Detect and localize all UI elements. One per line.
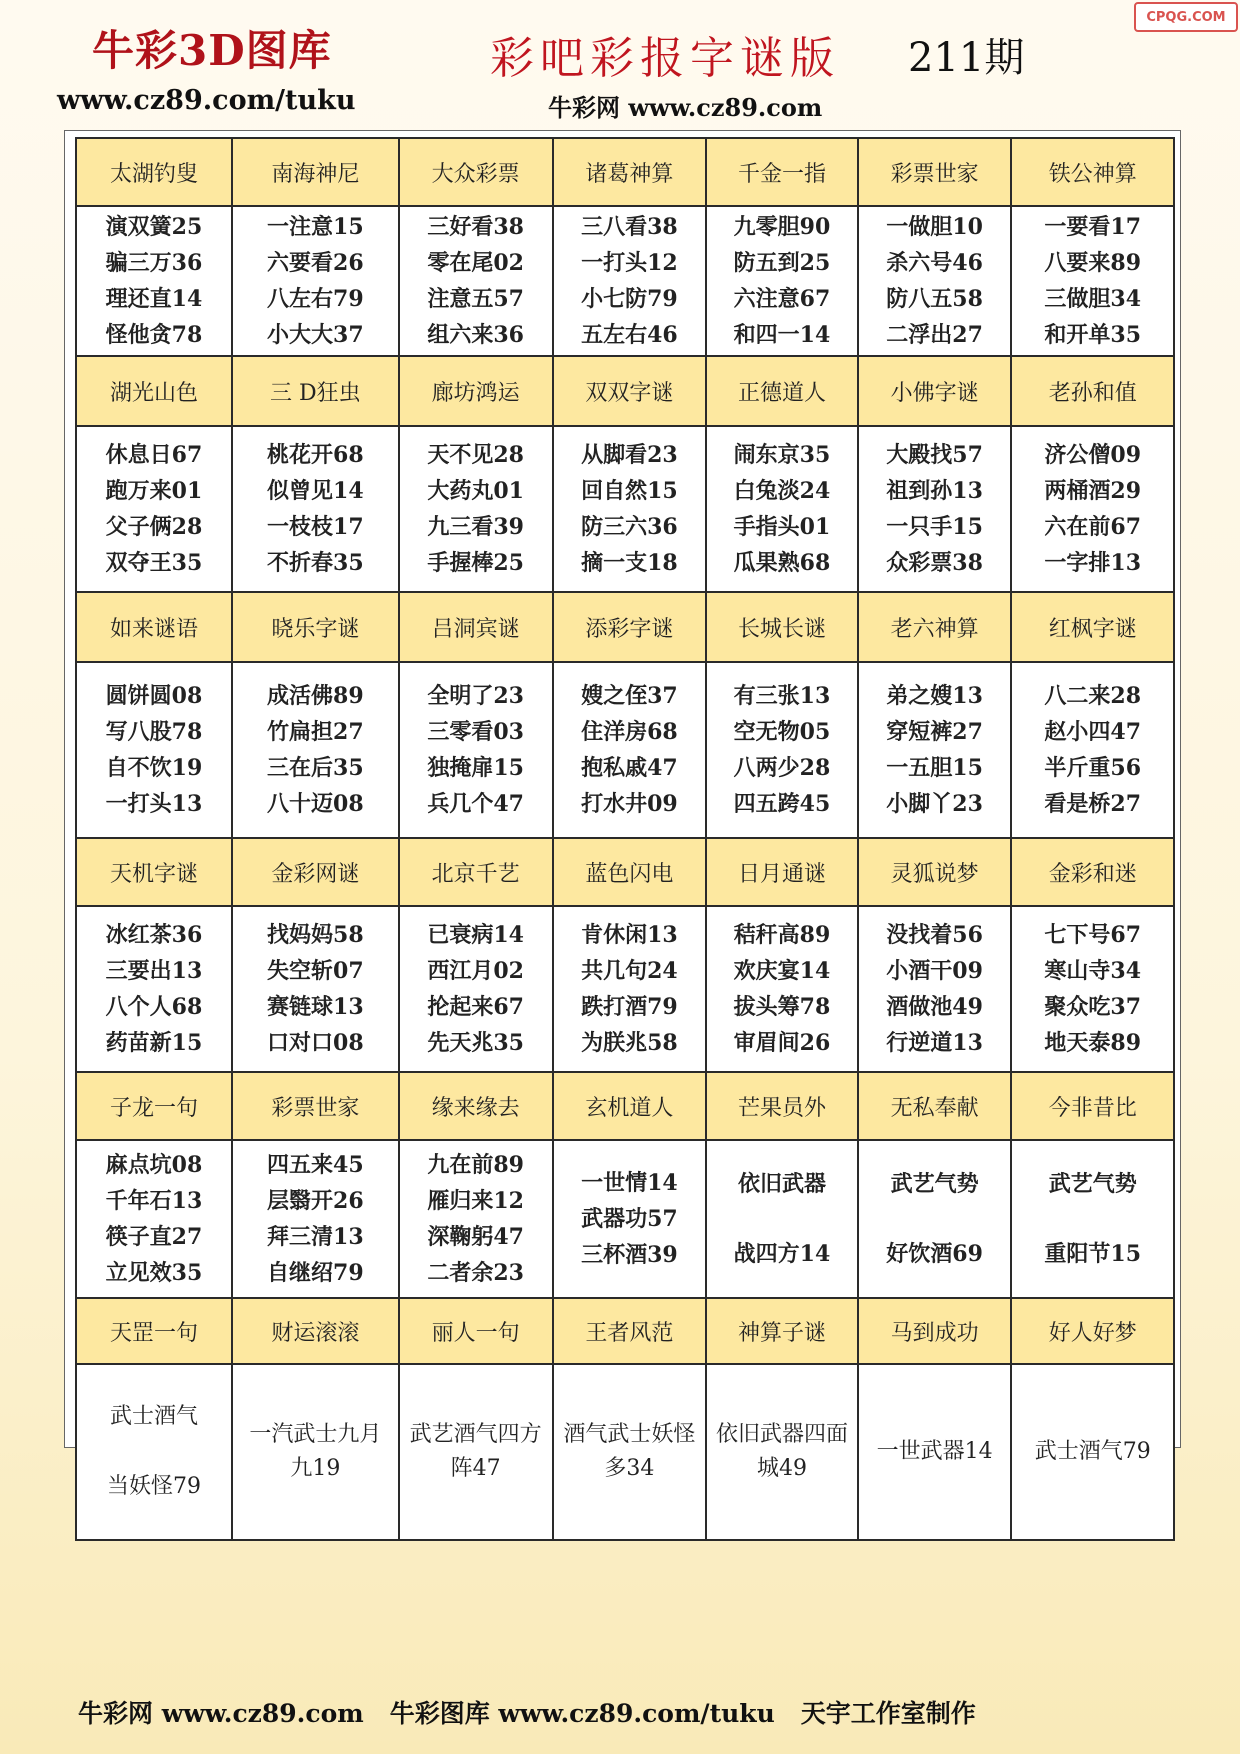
riddle-line: 一做胆10: [886, 214, 983, 240]
riddle-row: [76, 662, 1174, 838]
column-title: 小佛字谜: [858, 356, 1012, 426]
riddle-cell: [858, 206, 1012, 356]
riddle-line: 桃花开68: [267, 442, 364, 468]
riddle-line: 骗三万36: [105, 250, 203, 276]
column-title: 金彩网谜: [232, 838, 399, 906]
riddle-cell: [706, 1140, 858, 1298]
riddle-line: 一五胆15: [886, 755, 983, 781]
riddle-line: 闹东京35: [733, 442, 831, 468]
riddle-line: 大药丸01: [427, 478, 524, 504]
riddle-line: 五左右46: [581, 322, 678, 348]
riddle-line: 一字排13: [1044, 550, 1142, 576]
riddle-line: 聚众吃37: [1044, 994, 1142, 1020]
column-title: 丽人一句: [399, 1298, 553, 1364]
riddle-line: 手握棒25: [427, 550, 524, 576]
riddle-line: 行逆道13: [886, 1030, 983, 1056]
column-title: 红枫字谜: [1011, 592, 1174, 662]
riddle-cell: [553, 426, 707, 592]
riddle-line: 祖到孙13: [886, 478, 983, 504]
riddle-line: 一只手15: [886, 514, 983, 540]
riddle-line: 麻点坑08: [105, 1152, 203, 1178]
riddle-cell: [232, 1140, 399, 1298]
riddle-line: 武器功57: [581, 1206, 678, 1232]
riddle-line: 一注意15: [267, 214, 364, 240]
riddle-line: 药苗新15: [105, 1030, 203, 1056]
riddle-cell: [232, 1364, 399, 1540]
header-row: [76, 138, 1174, 206]
riddle-line: 依旧武器: [737, 1171, 826, 1197]
column-title: 诸葛神算: [553, 138, 707, 206]
riddle-line: 自不饮19: [105, 755, 203, 781]
riddle-cell: [76, 906, 232, 1072]
column-title: 太湖钓叟: [76, 138, 232, 206]
riddle-line: 跌打酒79: [581, 994, 678, 1020]
riddle-cell: [858, 1364, 1012, 1540]
riddle-line: 立见效35: [105, 1260, 203, 1286]
riddle-line: 酒气武士妖怪: [563, 1422, 696, 1447]
riddle-line: 手指头01: [733, 514, 831, 540]
riddle-line: 空无物05: [733, 719, 831, 745]
riddle-line: 多34: [604, 1456, 655, 1481]
riddle-cell: [706, 906, 858, 1072]
riddle-cell: [232, 426, 399, 592]
riddle-line: 兵几个47: [427, 791, 524, 817]
riddle-line: 拔头筹78: [733, 994, 831, 1020]
column-title: 神算子谜: [706, 1298, 858, 1364]
riddle-line: 一汽武士九月: [249, 1422, 382, 1447]
riddle-row: [76, 1364, 1174, 1540]
column-title: 南海神尼: [232, 138, 399, 206]
riddle-line: 武艺气势: [1048, 1171, 1137, 1197]
riddle-cell: [858, 1140, 1012, 1298]
column-title: 廊坊鸿运: [399, 356, 553, 426]
riddle-line: 理还直14: [105, 286, 203, 312]
footer-maker: 天宇工作室制作: [800, 1699, 976, 1728]
riddle-line: 一打头13: [105, 791, 203, 817]
riddle-line: 和四一14: [733, 322, 831, 348]
riddle-line: 穿短裤27: [886, 719, 983, 745]
column-title: 吕洞宾谜: [399, 592, 553, 662]
riddle-line: 阵47: [450, 1456, 501, 1481]
column-title: 双双字谜: [553, 356, 707, 426]
issue-number: 211期: [908, 35, 1025, 81]
header-row: [76, 356, 1174, 426]
riddle-line: 防三六36: [581, 514, 678, 540]
column-title: 彩票世家: [232, 1072, 399, 1140]
riddle-cell: [232, 906, 399, 1072]
header-row: [76, 838, 1174, 906]
riddle-line: 依旧武器四面: [715, 1422, 848, 1447]
column-title: 王者风范: [553, 1298, 707, 1364]
riddle-line: 休息日67: [105, 442, 203, 468]
riddle-line: 双夺王35: [105, 550, 203, 576]
column-title: 日月通谜: [706, 838, 858, 906]
column-title: 老孙和值: [1011, 356, 1174, 426]
riddle-line: 三好看38: [427, 214, 524, 240]
riddle-cell: [553, 662, 707, 838]
brand-title: 牛彩3D图库: [92, 26, 332, 75]
riddle-cell: [399, 1140, 553, 1298]
riddle-line: 当妖怪79: [106, 1474, 201, 1499]
riddle-line: 六注意67: [733, 286, 831, 312]
column-title: 天机字谜: [76, 838, 232, 906]
riddle-line: 六要看26: [267, 250, 364, 276]
column-title: 大众彩票: [399, 138, 553, 206]
riddle-line: 欢庆宴14: [733, 958, 831, 984]
riddle-line: 八二来28: [1044, 683, 1142, 709]
riddle-line: 酒做池49: [886, 994, 983, 1020]
riddle-line: 天不见28: [427, 442, 524, 468]
footer-gallery: 牛彩图库 www.cz89.com/tuku: [389, 1699, 775, 1728]
riddle-cell: [858, 426, 1012, 592]
column-title: 天罡一句: [76, 1298, 232, 1364]
riddle-line: 一世情14: [581, 1170, 678, 1196]
riddle-line: 弟之嫂13: [886, 683, 983, 709]
riddle-line: 重阳节15: [1044, 1241, 1142, 1267]
riddle-line: 注意五57: [427, 286, 524, 312]
riddle-row: [76, 906, 1174, 1072]
riddle-line: 半斤重56: [1044, 755, 1142, 781]
riddle-line: 住洋房68: [581, 719, 678, 745]
riddle-line: 八两少28: [733, 755, 831, 781]
riddle-line: 嫂之侄37: [581, 683, 678, 709]
riddle-line: 赵小四47: [1044, 719, 1142, 745]
riddle-line: 三杯酒39: [581, 1242, 678, 1268]
riddle-line: 不折春35: [267, 550, 364, 576]
riddle-line: 拜三清13: [267, 1224, 364, 1250]
riddle-line: 大殿找57: [886, 442, 983, 468]
riddle-line: 父子俩28: [105, 514, 203, 540]
cpqg-badge: CPQG.COM: [1134, 2, 1238, 32]
column-title: 如来谜语: [76, 592, 232, 662]
riddle-line: 三零看03: [427, 719, 524, 745]
riddle-line: 筷子直27: [105, 1224, 203, 1250]
riddle-line: 失空斩07: [267, 958, 364, 984]
riddle-line: 雁归来12: [427, 1188, 524, 1214]
header-row: [76, 1072, 1174, 1140]
column-title: 晓乐字谜: [232, 592, 399, 662]
riddle-cell: [553, 206, 707, 356]
riddle-line: 先天兆35: [427, 1030, 524, 1056]
riddle-line: 层翳开26: [267, 1188, 364, 1214]
column-title: 彩票世家: [858, 138, 1012, 206]
riddle-cell: [553, 1140, 707, 1298]
riddle-cell: [399, 662, 553, 838]
column-title: 玄机道人: [553, 1072, 707, 1140]
riddle-cell: [399, 206, 553, 356]
column-title: 老六神算: [858, 592, 1012, 662]
riddle-cell: [1011, 1140, 1174, 1298]
riddle-line: 千年石13: [105, 1188, 203, 1214]
riddle-line: 战四方14: [733, 1241, 831, 1267]
riddle-line: 一要看17: [1044, 214, 1142, 240]
riddle-line: 众彩票38: [886, 550, 983, 576]
riddle-line: 三要出13: [105, 958, 203, 984]
riddle-row: [76, 206, 1174, 356]
column-title: 好人好梦: [1011, 1298, 1174, 1364]
footer: [78, 1694, 1002, 1730]
riddle-line: 共几句24: [581, 958, 678, 984]
edition-title: 彩吧彩报字谜版: [490, 33, 840, 84]
riddle-line: 冰红茶36: [105, 922, 203, 948]
column-title: 千金一指: [706, 138, 858, 206]
riddle-cell: [553, 1364, 707, 1540]
riddle-line: 地天泰89: [1044, 1030, 1142, 1056]
riddle-line: 武士酒气: [109, 1404, 198, 1429]
riddle-cell: [706, 1364, 858, 1540]
riddle-line: 似曾见14: [267, 478, 364, 504]
riddle-line: 肯休闲13: [581, 922, 678, 948]
riddle-line: 白兔淡24: [733, 478, 831, 504]
riddle-cell: [76, 206, 232, 356]
riddle-line: 好饮酒69: [886, 1241, 983, 1267]
riddle-cell: [76, 1140, 232, 1298]
riddle-line: 三在后35: [267, 755, 364, 781]
riddle-line: 武士酒气79: [1034, 1439, 1151, 1464]
riddle-line: 一打头12: [581, 250, 678, 276]
riddle-line: 寒山寺34: [1044, 958, 1142, 984]
column-title: 马到成功: [858, 1298, 1012, 1364]
riddle-line: 九零胆90: [733, 214, 831, 240]
riddle-line: 二浮出27: [886, 322, 983, 348]
riddle-line: 自继绍79: [267, 1260, 364, 1286]
riddle-line: 没找着56: [886, 922, 983, 948]
column-title: 子龙一句: [76, 1072, 232, 1140]
column-title: 缘来缘去: [399, 1072, 553, 1140]
riddle-cell: [399, 426, 553, 592]
riddle-cell: [1011, 206, 1174, 356]
riddle-line: 八十迈08: [267, 791, 364, 817]
riddle-line: 小酒干09: [886, 958, 983, 984]
riddle-line: 西江月02: [427, 958, 524, 984]
riddle-line: 小七防79: [581, 286, 678, 312]
riddle-line: 八左右79: [267, 286, 364, 312]
riddle-line: 九三看39: [427, 514, 524, 540]
riddle-line: 独掩扉15: [427, 755, 524, 781]
riddle-cell: [858, 662, 1012, 838]
riddle-line: 武艺气势: [890, 1171, 979, 1197]
column-title: 灵狐说梦: [858, 838, 1012, 906]
riddle-line: 一枝枝17: [267, 514, 364, 540]
column-title: 芒果员外: [706, 1072, 858, 1140]
riddle-line: 口对口08: [267, 1030, 364, 1056]
riddle-line: 秸秆高89: [733, 922, 831, 948]
riddle-line: 二者余23: [427, 1260, 524, 1286]
riddle-line: 九在前89: [427, 1152, 524, 1178]
riddle-line: 瓜果熟68: [733, 550, 831, 576]
riddle-cell: [706, 206, 858, 356]
riddle-line: 七下号67: [1044, 922, 1142, 948]
riddle-line: 两桶酒29: [1044, 478, 1142, 504]
column-title: 湖光山色: [76, 356, 232, 426]
riddle-line: 和开单35: [1044, 322, 1142, 348]
riddle-line: 三八看38: [581, 214, 678, 240]
riddle-line: 看是桥27: [1044, 791, 1142, 817]
riddle-line: 赛链球13: [267, 994, 364, 1020]
riddle-row: [76, 426, 1174, 592]
riddle-line: 摘一支18: [581, 550, 678, 576]
site-url: 牛彩网 www.cz89.com: [548, 93, 823, 122]
riddle-cell: [76, 426, 232, 592]
riddle-line: 小大大37: [267, 322, 364, 348]
riddle-line: 一世武器14: [876, 1439, 993, 1464]
riddle-line: 零在尾02: [427, 250, 524, 276]
riddle-cell: [1011, 426, 1174, 592]
riddle-cell: [232, 206, 399, 356]
riddle-line: 有三张13: [733, 683, 831, 709]
riddle-line: 防八五58: [886, 286, 983, 312]
riddle-cell: [399, 1364, 553, 1540]
riddle-line: 八个人68: [105, 994, 203, 1020]
column-title: 长城长谜: [706, 592, 858, 662]
riddle-line: 组六来36: [427, 322, 524, 348]
riddle-cell: [858, 906, 1012, 1072]
column-title: 无私奉献: [858, 1072, 1012, 1140]
column-title: 正德道人: [706, 356, 858, 426]
riddle-line: 六在前67: [1044, 514, 1142, 540]
riddle-row: [76, 1140, 1174, 1298]
riddle-line: 城49: [756, 1456, 807, 1481]
riddle-table: [75, 137, 1175, 1541]
riddle-line: 九19: [290, 1456, 341, 1481]
riddle-line: 三做胆34: [1044, 286, 1142, 312]
riddle-line: 从脚看23: [581, 442, 678, 468]
riddle-line: 小脚丫23: [886, 791, 983, 817]
riddle-line: 四五来45: [267, 1152, 364, 1178]
riddle-line: 全明了23: [427, 683, 524, 709]
riddle-line: 演双簧25: [105, 214, 203, 240]
column-title: 财运滚滚: [232, 1298, 399, 1364]
riddle-cell: [76, 662, 232, 838]
riddle-line: 四五跨45: [733, 791, 831, 817]
riddle-cell: [1011, 1364, 1174, 1540]
riddle-line: 圆饼圆08: [105, 683, 203, 709]
riddle-line: 审眉间26: [733, 1030, 831, 1056]
footer-site: 牛彩网 www.cz89.com: [78, 1699, 364, 1728]
riddle-line: 竹扁担27: [267, 719, 364, 745]
riddle-line: 八要来89: [1044, 250, 1142, 276]
column-title: 北京千艺: [399, 838, 553, 906]
column-title: 三 D狂虫: [232, 356, 399, 426]
riddle-cell: [399, 906, 553, 1072]
column-title: 蓝色闪电: [553, 838, 707, 906]
riddle-line: 深鞠躬47: [427, 1224, 524, 1250]
riddle-line: 怪他贪78: [105, 322, 203, 348]
riddle-cell: [232, 662, 399, 838]
riddle-line: 写八股78: [105, 719, 203, 745]
riddle-cell: [553, 906, 707, 1072]
riddle-line: 打水井09: [581, 791, 678, 817]
riddle-cell: [1011, 906, 1174, 1072]
column-title: 铁公神算: [1011, 138, 1174, 206]
riddle-line: 抡起来67: [427, 994, 524, 1020]
riddle-line: 杀六号46: [886, 250, 983, 276]
column-title: 金彩和迷: [1011, 838, 1174, 906]
header-row: [76, 1298, 1174, 1364]
riddle-line: 为朕兆58: [581, 1030, 678, 1056]
riddle-line: 已衰病14: [427, 922, 524, 948]
riddle-cell: [76, 1364, 232, 1540]
riddle-line: 跑万来01: [105, 478, 203, 504]
riddle-line: 济公僧09: [1044, 442, 1142, 468]
header-row: [76, 592, 1174, 662]
riddle-line: 武艺酒气四方: [409, 1422, 542, 1447]
riddle-line: 抱私戚47: [581, 755, 678, 781]
brand-url: www.cz89.com/tuku: [57, 85, 356, 116]
riddle-line: 成活佛89: [267, 683, 364, 709]
riddle-line: 找妈妈58: [267, 922, 364, 948]
riddle-line: 防五到25: [733, 250, 831, 276]
riddle-line: 回自然15: [581, 478, 678, 504]
riddle-cell: [1011, 662, 1174, 838]
riddle-cell: [706, 662, 858, 838]
riddle-cell: [706, 426, 858, 592]
column-title: 今非昔比: [1011, 1072, 1174, 1140]
column-title: 添彩字谜: [553, 592, 707, 662]
